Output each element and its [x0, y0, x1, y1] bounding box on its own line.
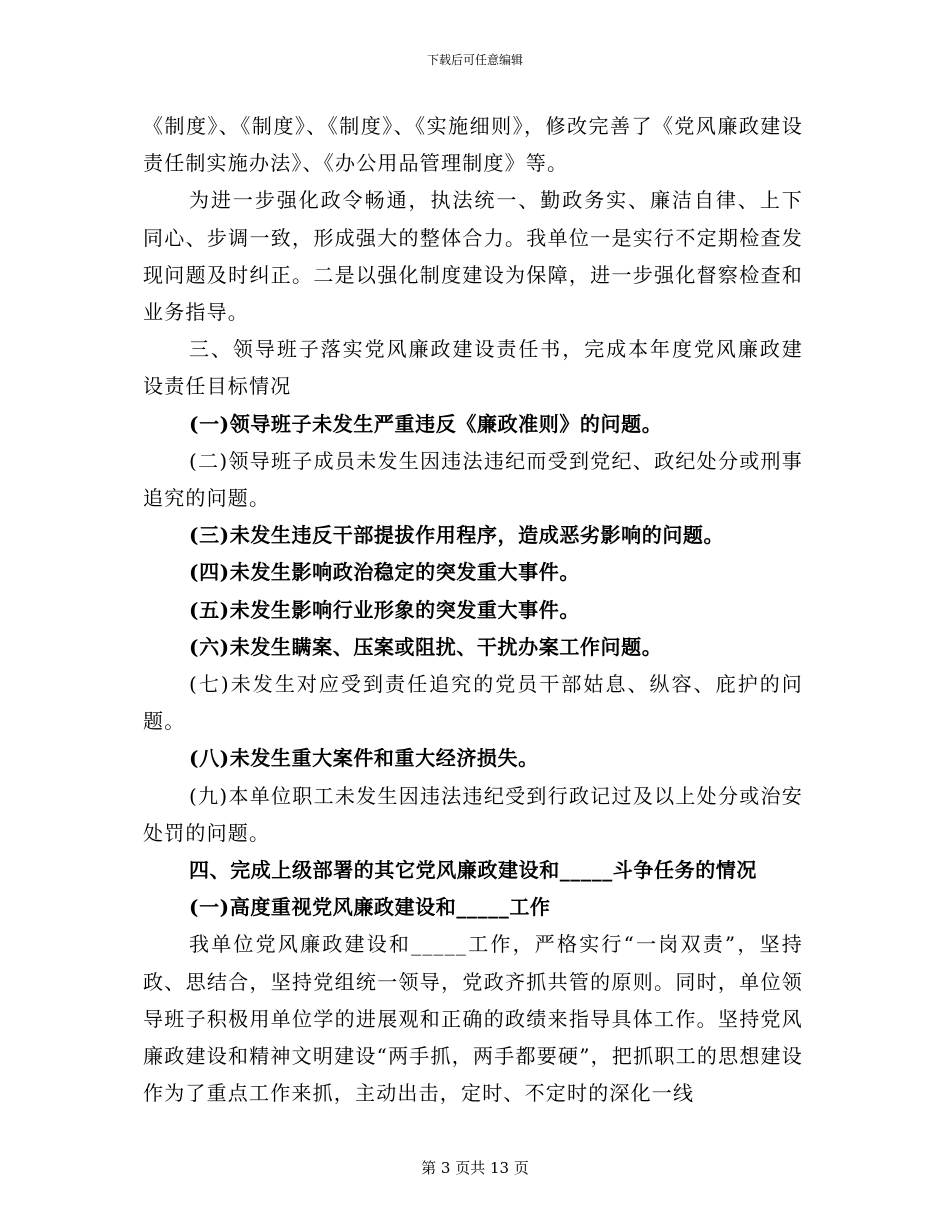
paragraph-responsibility: 我单位党风廉政建设和_____工作，严格实行“一岗双责”，坚持政、思结合，坚持党组统一领导，党政齐抓共管的原则。同时，单位领导班子积极用单位学的进展观和正确的政绩来指导具体工作。坚持党风廉政建设和精神文明建设“两手抓，两手都要硬”，把抓职工的思想建设作为了重点工作来抓，主动出击，定时、不定时的深化一线: [143, 932, 803, 1106]
list-item-5: (五)未发生影响行业形象的突发重大事件。: [189, 597, 580, 622]
list-item-3: (三)未发生违反干部提拔作用程序，造成恶劣影响的问题。: [189, 523, 725, 548]
list-item-6: (六)未发生瞒案、压案或阻扰、干扰办案工作问题。: [189, 634, 663, 659]
paragraph-regulations: 《制度》、《制度》、《制度》、《实施细则》，修改完善了《党风廉政建设责任制实施办法》、《办公用品管理制度》等。: [143, 114, 803, 176]
section-heading-3: 三、领导班子落实党风廉政建设责任书，完成本年度党风廉政建设责任目标情况: [143, 337, 803, 399]
page-header: 下载后可任意编辑: [426, 53, 523, 67]
subsection-heading-4-1: (一)高度重视党风廉政建设和_____工作: [189, 895, 551, 920]
document-body: [143, 108, 803, 1112]
list-item-9: (九)本单位职工未发生因违法违纪受到行政记过及以上处分或治安处罚的问题。: [143, 783, 803, 845]
page-number: 第 3 页共 13 页: [421, 1159, 529, 1177]
paragraph-unity: 为进一步强化政令畅通，执法统一、勤政务实、廉洁自律、上下同心、步调一致，形成强大的整体合力。我单位一是实行不定期检查发现问题及时纠正。二是以强化制度建设为保障，进一步强化督察检查和业务指导。: [143, 188, 803, 325]
list-item-4: (四)未发生影响政治稳定的突发重大事件。: [189, 560, 580, 585]
section-heading-4: 四、完成上级部署的其它党风廉政建设和_____斗争任务的情况: [189, 858, 757, 883]
list-item-7: (七)未发生对应受到责任追究的党员干部姑息、纵容、庇护的问题。: [143, 672, 803, 734]
list-item-8: (八)未发生重大案件和重大经济损失。: [189, 746, 539, 771]
list-item-1: (一)领导班子未发生严重违反《廉政准则》的问题。: [189, 411, 663, 436]
list-item-2: (二)领导班子成员未发生因违法违纪而受到党纪、政纪处分或刑事追究的问题。: [143, 448, 803, 511]
